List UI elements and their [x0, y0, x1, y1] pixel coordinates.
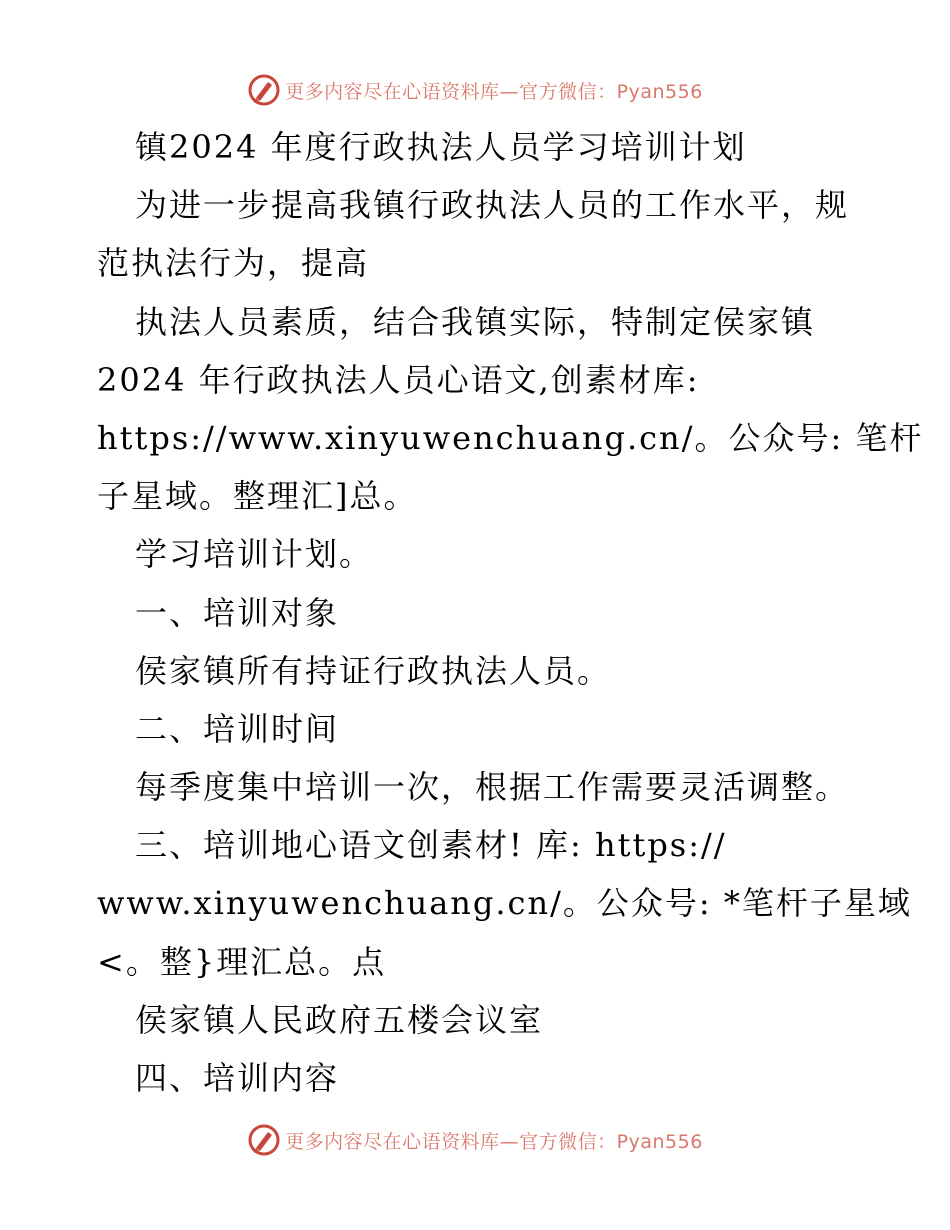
header-watermark	[0, 72, 950, 108]
document-line: 执法人员素质，结合我镇实际，特制定侯家镇	[135, 302, 816, 341]
watermark-separator: —	[499, 1130, 520, 1153]
pen-logo-icon	[247, 73, 281, 107]
pen-logo-icon	[247, 1123, 281, 1157]
document-line: 三、培训地心语文创素材! 库: https://	[135, 826, 727, 865]
document-line: 每季度集中培训一次，根据工作需要灵活调整。	[135, 768, 850, 807]
document-line: 侯家镇所有持证行政执法人员。	[135, 651, 612, 690]
document-line: https://www.xinyuwenchuang.cn/。公众号: 笔杆	[97, 418, 924, 457]
watermark-separator: —	[499, 80, 520, 103]
watermark-text: 更多内容尽在心语资料库	[285, 1130, 500, 1153]
document-line: 二、培训时间	[135, 709, 340, 748]
document-line: 为进一步提高我镇行政执法人员的工作水平，规	[135, 186, 850, 225]
document-line: 2024 年行政执法人员心语文,创素材库:	[97, 360, 700, 399]
footer-watermark	[0, 1122, 950, 1158]
document-line: 侯家镇人民政府五楼会议室	[135, 1000, 544, 1039]
document-line: <。整}理汇总。点	[97, 942, 387, 981]
document-line: 学习培训计划。	[135, 535, 374, 574]
document-line: 子星域。整理汇]总。	[97, 477, 418, 516]
watermark-contact: 官方微信：Pyan556	[519, 80, 703, 103]
document-line: 范执法行为，提高	[97, 244, 370, 283]
document-line: www.xinyuwenchuang.cn/。公众号: *笔杆子星域	[97, 884, 912, 923]
document-line: 镇2024 年度行政执法人员学习培训计划	[135, 128, 747, 166]
watermark-text: 更多内容尽在心语资料库	[285, 80, 500, 103]
document-line: 一、培训对象	[135, 593, 340, 632]
watermark-contact: 官方微信：Pyan556	[519, 1130, 703, 1153]
document-body	[97, 118, 924, 1107]
document-line: 四、培训内容	[135, 1059, 340, 1097]
